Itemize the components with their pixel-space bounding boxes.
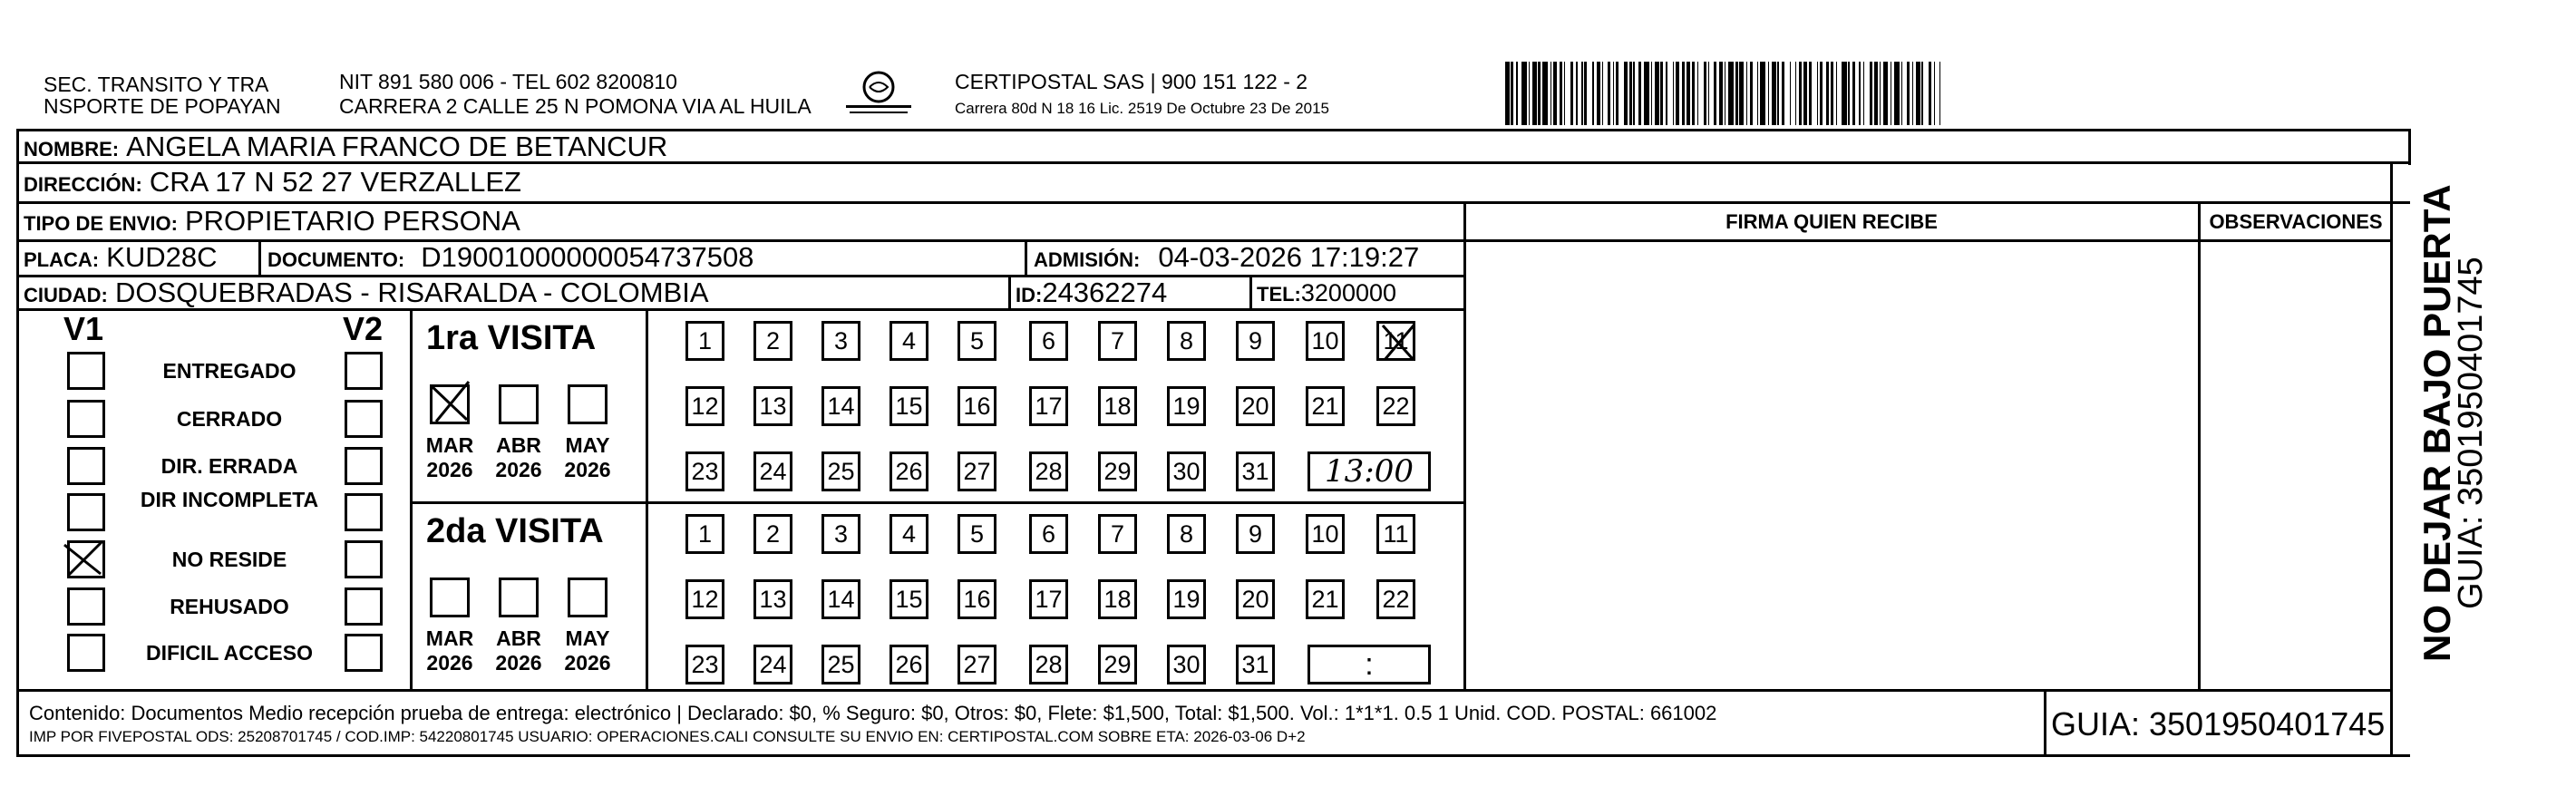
day-number: 6 [1041, 520, 1056, 548]
month-name: MAR [425, 433, 474, 457]
day-box[interactable] [1306, 386, 1345, 426]
status-label: ENTREGADO [162, 359, 296, 383]
v1-checkbox[interactable] [67, 540, 105, 578]
day-number: 3 [833, 520, 849, 548]
day-box[interactable] [753, 645, 792, 684]
day-number: 23 [691, 651, 719, 678]
month-checkbox[interactable] [568, 384, 608, 424]
day-box[interactable] [1236, 386, 1275, 426]
day-number: 11 [1383, 327, 1409, 354]
v2-checkbox[interactable] [345, 634, 383, 672]
day-box[interactable] [957, 579, 996, 619]
day-box[interactable] [1376, 321, 1415, 361]
v2-checkbox[interactable] [345, 540, 383, 578]
divider [16, 689, 2392, 692]
month-label [556, 626, 619, 675]
day-box[interactable] [957, 386, 996, 426]
day-box[interactable] [889, 579, 928, 619]
day-number: 10 [1311, 520, 1339, 548]
day-number: 29 [1103, 651, 1132, 678]
day-box[interactable] [1167, 514, 1206, 554]
divider [2198, 239, 2392, 242]
day-number: 26 [895, 651, 923, 678]
day-number: 31 [1241, 458, 1269, 485]
divider [646, 308, 648, 691]
tel-label: TEL: [1257, 283, 1301, 306]
day-number: 28 [1035, 458, 1063, 485]
day-box[interactable] [753, 451, 792, 491]
nombre-field [24, 131, 667, 165]
day-number: 4 [901, 327, 917, 354]
v1-header: V1 [63, 310, 104, 347]
day-box[interactable] [685, 451, 724, 491]
day-number: 25 [827, 651, 855, 678]
month-label [556, 433, 619, 482]
day-box[interactable] [1098, 514, 1137, 554]
day-number: 15 [895, 586, 923, 613]
day-box[interactable] [957, 645, 996, 684]
day-box[interactable] [685, 645, 724, 684]
day-box[interactable] [1098, 579, 1137, 619]
day-number: 1 [697, 327, 713, 354]
day-number: 27 [963, 651, 991, 678]
ciudad-label: CIUDAD: [24, 284, 108, 306]
day-number: 15 [895, 393, 923, 420]
v1-checkbox[interactable] [67, 587, 105, 626]
status-label: CERRADO [176, 407, 283, 431]
day-number: 5 [969, 520, 985, 548]
barcode [1505, 62, 1943, 125]
day-box[interactable] [1236, 321, 1275, 361]
tel-field [1257, 277, 1396, 310]
day-box[interactable] [821, 579, 860, 619]
address-line: CARRERA 2 CALLE 25 N POMONA VIA AL HUILA [339, 94, 812, 118]
day-number: 20 [1241, 586, 1269, 613]
direccion-value: CRA 17 N 52 27 VERZALLEZ [149, 166, 521, 198]
month-checkbox[interactable] [499, 384, 539, 424]
divider [16, 129, 19, 756]
day-box[interactable] [889, 514, 928, 554]
day-number: 19 [1172, 393, 1201, 420]
day-number: 4 [901, 520, 917, 548]
day-box[interactable] [957, 451, 996, 491]
day-box[interactable] [821, 451, 860, 491]
day-box[interactable] [821, 514, 860, 554]
day-number: 8 [1179, 327, 1194, 354]
day-box[interactable] [1236, 514, 1275, 554]
placa-label: PLACA: [24, 248, 100, 271]
day-box[interactable] [753, 579, 792, 619]
month-name: ABR [496, 433, 541, 457]
day-box[interactable] [1306, 321, 1345, 361]
day-box[interactable] [1376, 514, 1415, 554]
day-number: 6 [1041, 327, 1056, 354]
sender-line-1: SEC. TRANSITO Y TRA [44, 73, 269, 96]
day-box[interactable] [1376, 579, 1415, 619]
day-number: 16 [963, 393, 991, 420]
placa-value: KUD28C [106, 241, 218, 273]
ciudad-value: DOSQUEBRADAS - RISARALDA - COLOMBIA [114, 277, 709, 308]
day-number: 7 [1110, 520, 1125, 548]
observaciones-header: OBSERVACIONES [2209, 210, 2383, 233]
day-number: 14 [827, 586, 855, 613]
month-year: 2026 [495, 458, 542, 481]
day-box[interactable] [1306, 579, 1345, 619]
day-number: 5 [969, 327, 985, 354]
day-number: 28 [1035, 651, 1063, 678]
v1-checkbox[interactable] [67, 634, 105, 672]
month-checkbox[interactable] [568, 578, 608, 617]
tel-value: 3200000 [1300, 279, 1397, 306]
day-number: 10 [1311, 327, 1339, 354]
day-number: 21 [1311, 586, 1339, 613]
day-box[interactable] [889, 451, 928, 491]
status-label: DIFICIL ACCESO [145, 641, 313, 665]
v2-checkbox[interactable] [345, 493, 383, 531]
courier-line-2: Carrera 80d N 18 16 Lic. 2519 De Octubre 23 De 2015 [955, 100, 1329, 117]
day-number: 7 [1110, 327, 1125, 354]
day-box[interactable] [685, 386, 724, 426]
divider [1249, 275, 1252, 310]
day-box[interactable] [1306, 514, 1345, 554]
day-number: 2 [765, 520, 781, 548]
month-label [418, 433, 481, 482]
day-box[interactable] [821, 321, 860, 361]
v1-checkbox[interactable] [67, 352, 105, 390]
month-name: ABR [496, 626, 541, 650]
placa-field [24, 242, 218, 276]
month-label [418, 626, 481, 675]
day-box[interactable] [685, 514, 724, 554]
day-box[interactable] [957, 514, 996, 554]
certipostal-logo [839, 69, 919, 120]
time-box[interactable]: : [1307, 645, 1431, 684]
month-year: 2026 [426, 651, 473, 675]
day-number: 17 [1035, 586, 1063, 613]
month-year: 2026 [564, 651, 611, 675]
month-checkbox[interactable] [499, 578, 539, 617]
admision-value: 04-03-2026 17:19:27 [1158, 241, 1420, 273]
tipo-value: PROPIETARIO PERSONA [184, 205, 520, 237]
day-box[interactable] [1029, 386, 1068, 426]
check-mark-icon [1377, 322, 1419, 364]
day-box[interactable] [753, 514, 792, 554]
direccion-field [24, 167, 521, 200]
month-name: MAY [565, 626, 610, 650]
day-number: 24 [759, 458, 787, 485]
v1-checkbox[interactable] [67, 400, 105, 438]
day-box[interactable] [753, 386, 792, 426]
day-number: 14 [827, 393, 855, 420]
day-number: 19 [1172, 586, 1201, 613]
day-number: 9 [1248, 520, 1263, 548]
day-number: 26 [895, 458, 923, 485]
status-label: DIR. ERRADA [160, 454, 298, 478]
month-name: MAR [425, 626, 474, 650]
day-box[interactable] [685, 321, 724, 361]
direccion-label: DIRECCIÓN: [24, 173, 142, 196]
divider [1025, 239, 1027, 276]
day-box[interactable] [821, 386, 860, 426]
day-box[interactable] [1236, 579, 1275, 619]
v2-header: V2 [343, 310, 384, 347]
day-number: 25 [827, 458, 855, 485]
month-name: MAY [565, 433, 610, 457]
divider [2198, 201, 2201, 691]
day-number: 12 [691, 586, 719, 613]
month-year: 2026 [564, 458, 611, 481]
documento-field [267, 242, 753, 276]
day-number: 24 [759, 651, 787, 678]
footer-imp: IMP POR FIVEPOSTAL ODS: 25208701745 / COD.IMP: 54220801745 USUARIO: OPERACIONES.CALI CONSULTE SU ENVIO EN: CERTIPOSTAL.COM SOBRE ETA: 2026-03-06 D+2 [29, 728, 1306, 745]
nombre-value: ANGELA MARIA FRANCO DE BETANCUR [126, 131, 668, 162]
admision-field [1034, 242, 1419, 276]
day-number: 2 [765, 327, 781, 354]
day-number: 3 [833, 327, 849, 354]
nit-line: NIT 891 580 006 - TEL 602 8200810 [339, 70, 677, 93]
day-box[interactable] [1236, 451, 1275, 491]
day-number: 18 [1103, 393, 1132, 420]
visit-title: 2da VISITA [426, 512, 604, 550]
divider [258, 239, 261, 276]
day-box[interactable] [1029, 451, 1068, 491]
id-field [1016, 277, 1167, 311]
day-box[interactable] [1167, 386, 1206, 426]
status-label: DIR INCOMPLETA [140, 488, 319, 511]
day-number: 12 [691, 393, 719, 420]
side-guia: GUIA: 3501950401745 [2452, 257, 2490, 609]
status-label: NO RESIDE [171, 548, 287, 571]
month-year: 2026 [495, 651, 542, 675]
v1-checkbox[interactable] [67, 493, 105, 531]
day-number: 23 [691, 458, 719, 485]
id-label: ID: [1016, 284, 1043, 306]
v1-checkbox[interactable] [67, 447, 105, 485]
day-box[interactable] [821, 645, 860, 684]
day-number: 16 [963, 586, 991, 613]
courier-line-1: CERTIPOSTAL SAS | 900 151 122 - 2 [955, 70, 1308, 93]
check-mark-icon [61, 536, 113, 579]
month-label [487, 626, 550, 675]
day-number: 9 [1248, 327, 1263, 354]
documento-label: DOCUMENTO: [267, 248, 405, 271]
day-number: 13 [759, 393, 787, 420]
day-number: 30 [1172, 458, 1201, 485]
day-number: 30 [1172, 651, 1201, 678]
divider [16, 201, 2410, 204]
divider [16, 754, 2410, 757]
tipo-field [24, 206, 520, 239]
day-number: 18 [1103, 586, 1132, 613]
v2-checkbox[interactable] [345, 587, 383, 626]
divider [2408, 129, 2411, 165]
divider [1463, 201, 1466, 691]
v2-checkbox[interactable] [345, 352, 383, 390]
day-box[interactable] [1167, 321, 1206, 361]
day-number: 1 [697, 520, 713, 548]
month-checkbox[interactable] [430, 384, 470, 424]
day-number: 29 [1103, 458, 1132, 485]
month-checkbox[interactable] [430, 578, 470, 617]
day-number: 17 [1035, 393, 1063, 420]
day-box[interactable] [957, 321, 996, 361]
divider [410, 501, 1465, 504]
check-mark-icon [425, 378, 480, 425]
footer-guia: GUIA: 3501950401745 [2051, 705, 2386, 743]
footer-contenido: Contenido: Documentos Medio recepción prueba de entrega: electrónico | Declarado: $0, % Seguro: $0, Otros: $0, Flete: $1,500, Total: $1,500. Vol.: 1*1*1. 0.5 1 Unid. COD. POSTAL: 661002 [29, 702, 1717, 724]
day-box[interactable] [1167, 451, 1206, 491]
documento-value: D19001000000054737508 [421, 241, 754, 273]
day-box[interactable] [1098, 386, 1137, 426]
day-number: 20 [1241, 393, 1269, 420]
day-number: 11 [1383, 520, 1409, 548]
day-number: 13 [759, 586, 787, 613]
day-box[interactable] [1167, 579, 1206, 619]
day-number: 21 [1311, 393, 1339, 420]
divider [1008, 275, 1011, 310]
time-box[interactable]: 13:00 [1307, 451, 1431, 491]
nombre-label: NOMBRE: [24, 138, 120, 160]
id-value: 24362274 [1042, 277, 1168, 308]
day-number: 22 [1382, 586, 1410, 613]
day-box[interactable] [1029, 579, 1068, 619]
day-box[interactable] [889, 645, 928, 684]
v2-checkbox[interactable] [345, 400, 383, 438]
no-dejar-warning: NO DEJAR BAJO PUERTA [2416, 184, 2458, 662]
admision-label: ADMISIÓN: [1034, 248, 1141, 271]
v2-checkbox[interactable] [345, 447, 383, 485]
day-box[interactable] [1098, 645, 1137, 684]
day-number: 27 [963, 458, 991, 485]
day-box[interactable] [1167, 645, 1206, 684]
day-box[interactable] [1098, 321, 1137, 361]
month-year: 2026 [426, 458, 473, 481]
ciudad-field [24, 277, 709, 311]
firma-header: FIRMA QUIEN RECIBE [1725, 210, 1938, 233]
divider [2044, 689, 2046, 756]
divider [410, 308, 413, 691]
day-box[interactable] [1029, 514, 1068, 554]
day-box[interactable] [1029, 645, 1068, 684]
day-number: 22 [1382, 393, 1410, 420]
day-box[interactable] [753, 321, 792, 361]
day-box[interactable] [1376, 386, 1415, 426]
divider [2390, 161, 2393, 756]
tipo-label: TIPO DE ENVIO: [24, 212, 178, 235]
day-box[interactable] [889, 321, 928, 361]
day-box[interactable] [1236, 645, 1275, 684]
day-number: 8 [1179, 520, 1194, 548]
day-box[interactable] [1098, 451, 1137, 491]
sender-line-2: NSPORTE DE POPAYAN [44, 94, 281, 118]
day-box[interactable] [1029, 321, 1068, 361]
status-label: REHUSADO [170, 595, 289, 618]
visit-title: 1ra VISITA [426, 319, 597, 357]
day-number: 31 [1241, 651, 1269, 678]
day-box[interactable] [889, 386, 928, 426]
month-label [487, 433, 550, 482]
day-box[interactable] [685, 579, 724, 619]
